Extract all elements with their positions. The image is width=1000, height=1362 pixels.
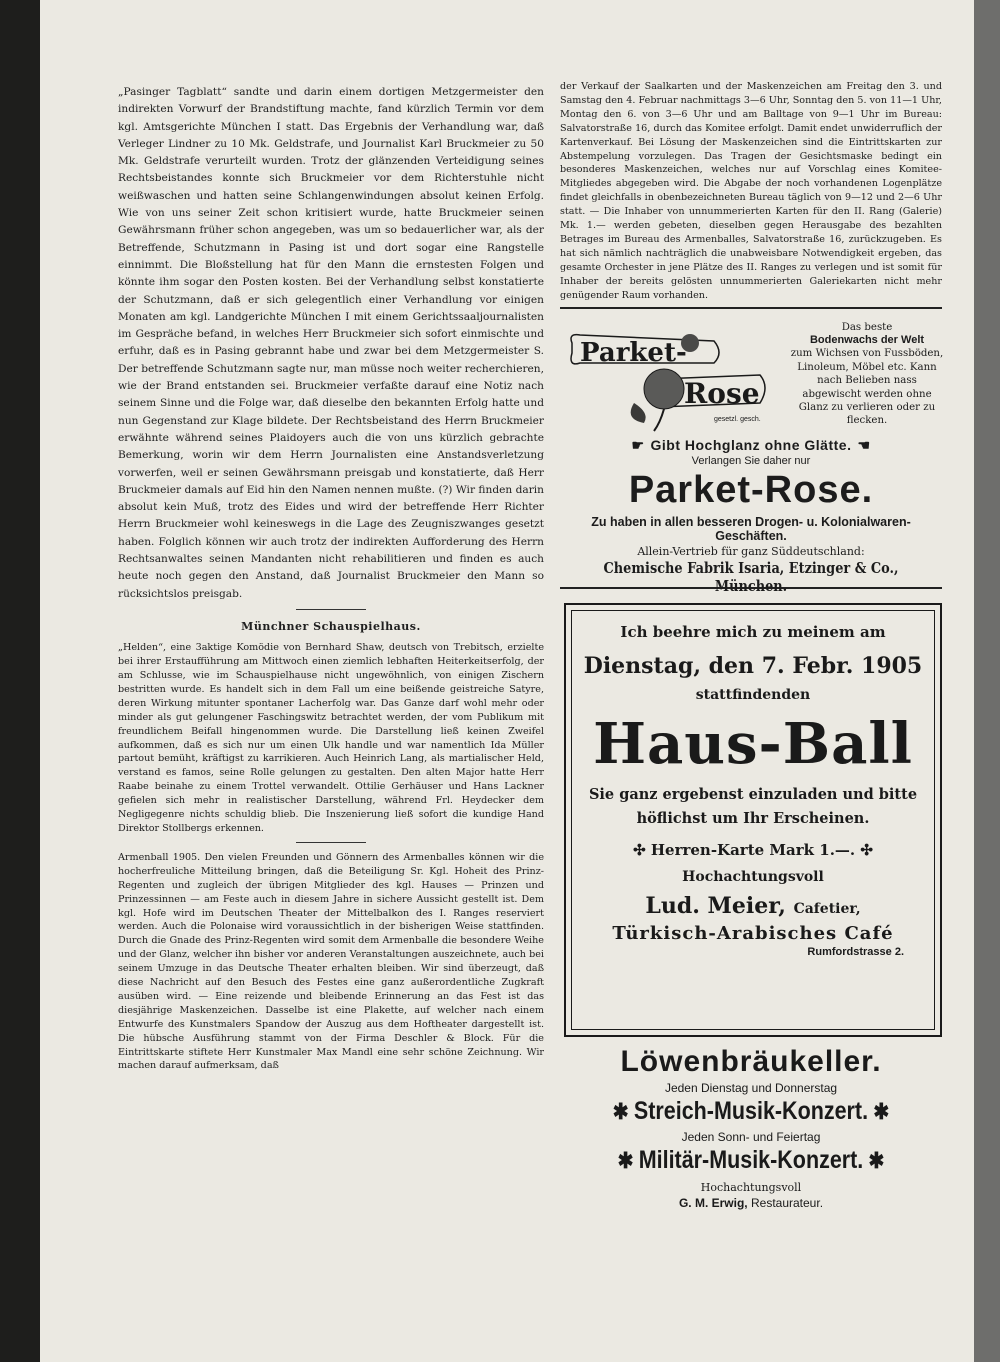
hausball-line1: Ich beehre mich zu meinem am bbox=[620, 622, 886, 641]
left-column bbox=[118, 84, 544, 1073]
separator bbox=[296, 842, 366, 843]
article-armenball: Armenball 1905. Den vielen Freunden und Gönnern des Armenballes können wir die hocherfreuliche Mitteilung bringen, daß die Beteiligung Sr. Kgl. Hoheit des Prinz-Regenten und zugleich der übrigen Mitglieder des kgl. Hauses — Prinzen und Prinzessinnen — am Feste auch in diesem Jahre in sichere Aussicht gestellt ist. Dem kgl. Hofe wird im Deutschen Theater der Mittelbalkon des I. Ranges reserviert werden. Auch die Polonaise wird voraussichtlich in der bisherigen Weise stattfinden. Durch die Gnade des Prinz-Regenten wird somit dem Armenballe die besondere Weihe und der Glanz, welcher ihn bisher vor anderen Veranstaltungen auszeichnete, auch bei seinem Umzuge in das Deutsche Theater erhalten bleiben. Wir sind überzeugt, daß diese Nachricht auf den Besuch des Festes eine ganz außerordentliche Zugkraft ausüben wird. — Eine reizende und bleibende Erinnerung an das Fest ist das diesjährige Maskenzeichen. Dasselbe ist eine Plakette, auf welcher nach einem Entwurfe des Kunstmalers Spandow der Auszug aus dem Hoftheater dargestellt ist. Die hübsche Ausführung stammt von der Firma Deschler & Block. Für die Eintrittskarte stiftete Herr Kunstmaler Max Mandl eine sehr schöne Zeichnung. Wir machen darauf aufmerksam, daß bbox=[118, 851, 544, 1072]
parket-big-title: Parket-Rose. bbox=[628, 468, 874, 511]
hausball-date: Dienstag, den 7. Febr. 1905 bbox=[583, 652, 923, 679]
parket-slogan-line bbox=[560, 437, 942, 454]
scan-left-border bbox=[0, 0, 40, 1362]
loewen-days1: Jeden Dienstag und Donnerstag bbox=[664, 1080, 838, 1095]
hausball-role: Cafetier, bbox=[793, 900, 861, 917]
pointing-hand-icon: ☚ bbox=[857, 436, 871, 453]
hausball-line3: stattfindenden bbox=[695, 686, 811, 703]
parket-allein-vertrieb: Allein-Vertrieb für ganz Süddeutschland: bbox=[637, 544, 865, 558]
loewen-signature bbox=[560, 1196, 942, 1210]
loewen-concert1: Streich-Musik-Konzert. bbox=[633, 1096, 869, 1125]
ad-parket-rose bbox=[560, 313, 944, 595]
logo-rose: Rose bbox=[684, 376, 760, 410]
loewen-title: Löwenbräukeller. bbox=[620, 1044, 882, 1078]
parket-slogan: Gibt Hochglanz ohne Glätte. bbox=[650, 436, 852, 453]
heading-schauspielhaus: Münchner Schauspielhaus. bbox=[241, 619, 421, 633]
hausball-name: Lud. Meier, bbox=[645, 892, 786, 919]
rule bbox=[560, 307, 942, 309]
logo-gesch: gesetzl. gesch. bbox=[714, 415, 761, 423]
ornament-icon: ✣ bbox=[855, 840, 873, 859]
scan-right-border bbox=[974, 0, 1000, 1362]
hausball-ticket-line bbox=[572, 841, 934, 859]
loewen-role: Restaurateur. bbox=[750, 1195, 824, 1210]
parket-zu-haben: Zu haben in allen besseren Drogen- u. Kolonialwaren-Geschäften. bbox=[591, 514, 911, 543]
parket-chemische-fabrik: Chemische Fabrik Isaria, Etzinger & Co., München. bbox=[603, 558, 899, 595]
hausball-ticket: Herren-Karte Mark 1.—. bbox=[650, 840, 856, 859]
loewen-concert2-line bbox=[587, 1146, 916, 1175]
hausball-invitation: Sie ganz ergebenst einzuladen und bitte höflichst um Ihr Erscheinen. bbox=[588, 785, 918, 827]
logo-parket: Parket- bbox=[580, 337, 687, 368]
rose-stem-icon bbox=[654, 409, 664, 431]
ad-haus-ball bbox=[564, 603, 942, 1037]
ornament-icon: ✣ bbox=[633, 840, 651, 859]
loewen-concert1-line bbox=[587, 1097, 916, 1126]
hausball-hochachtungsvoll: Hochachtungsvoll bbox=[682, 868, 824, 885]
hausball-address: Rumfordstrasse 2. bbox=[807, 945, 904, 958]
ad-loewenbraeukeller bbox=[560, 1045, 942, 1225]
side-bodenwachs: Bodenwachs der Welt bbox=[809, 333, 925, 346]
parket-rose-logo bbox=[564, 323, 774, 433]
right-column bbox=[560, 80, 942, 1225]
hausball-title: Haus-Ball bbox=[593, 710, 913, 777]
star-icon: ✱ bbox=[617, 1147, 639, 1173]
article-pasinger: „Pasinger Tagblatt“ sandte und darin einem dortigen Metzgermeister den indirekten Vorwurf der Brandstiftung machte, fand kürzlich Termin vor dem kgl. Amtsgerichte München I statt. Das Ergebnis der Verhandlung war, daß Verleger Lindner zu 10 Mk. Geldstrafe, und Journalist Karl Bruckmeier zu 50 Mk. Geldstrafe verurteilt wurden. Trotz der glänzenden Verteidigung seines Rechtsbeistandes konnte sich Bruckmeier vor dem Richterstuhle nicht weißwaschen und hatten seine Schlangenwindungen absolut keinen Erfolg. Wie von uns seiner Zeit schon kritisiert wurde, hatte Bruckmeier seinen Gewährsmann früher schon angegeben, was um so bedauerlicher war, als der Betreffende, Schutzmann in Pasing ist und dort sogar eine Rangstelle einnimmt. Die Bloßstellung hat für den Mann die ernstesten Folgen und könnte ihm sogar den Posten kosten. Bei der Verhandlung selbst konstatierte der Schutzmann, daß er sich gelegentlich einer Verhandlung vor einigen Monaten am kgl. Landgerichte München I mit einem Gerichtssaaljournalisten im Gespräche befand, in welches Herr Bruckmeier sich sofort einmischte und erfuhr, daß es in Pasing gebrannt habe und zwar bei dem Metzgermeister S. Der betreffende Schutzmann sagte nur, man müsse noch weiter recherchieren, wie der Brand entstanden sei. Bruckmeier verfaßte darauf eine Notiz nach seinem Sinne und die Folge war, daß dieselbe den bekannten Erfolg hatte und nun Gegenstand zur Klage bildete. Der Rechtsbeistand des Herrn Bruckmeier erwähnte während seines Plaidoyers auch die von uns kürzlich gebrachte Bemerkung, worin wir dem Herrn Journalisten eine Anstandsverletzung vorwerfen, weil er seinen Gewährsmann preisgab und konstatierte, daß Herr Bruckmeier damals auf Eid hin den Namen nennen mußte. (?) Wir finden darin absolut kein Muß, trotz des Eides und wird der betreffende Herr Richter Herrn Bruckmeier wohl keineswegs in die Lage des Zeugniszwanges gesetzt haben. Folglich können wir auch trotz der indirekten Aufforderung des Herrn Rechtsanwaltes seinen Mandanten nicht rehabilitieren und finden es auch heute noch gegen den Anstand, daß Journalist Bruckmeier den Mann so rücksichtslos preisgab. bbox=[118, 86, 544, 600]
parket-verlangen: Verlangen Sie daher nur bbox=[691, 454, 811, 467]
star-icon: ✱ bbox=[612, 1098, 634, 1124]
star-icon: ✱ bbox=[868, 1098, 890, 1124]
hausball-cafe: Türkisch-Arabisches Café bbox=[612, 922, 894, 944]
article-armenball-continued: der Verkauf der Saalkarten und der Maskenzeichen am Freitag den 3. und Samstag den 4. Februar nachmittags 3—6 Uhr, Sonntag den 5. von 11—1 Uhr, Montag den 6. von 3—6 Uhr und am Balltage von 9—1 Uhr im Bureau: Salvatorstraße 16, durch das Komitee erfolgt. Damit endet unwiderruflich der Kartenverkauf. Bei Lösung der Maskenzeichen sind die Eintrittskarten zur Abstempelung vorzulegen. Das Tragen der Gesichtsmaske bedingt ein besonderes Maskenzeichen, welches nur auf Vorschlag eines Komitee-Mitgliedes abgegeben wird. Die Abgabe der noch vorhandenen Logenplätze findet gleichfalls in obenbezeichneten Bureau täglich von 9—12 und 2—6 Uhr statt. — Die Inhaber von unnummerierten Karten für den II. Rang (Galerie) Mk. 1.— werden gebeten, dieselben gegen Herausgabe des bezahlten Betrages im Bureau des Armenballes, Salvatorstraße 16, zurückzugeben. Es hat sich nämlich nachträglich die unabweisbare Notwendigkeit ergeben, das gesamte Orchester in jene Plätze des II. Ranges zu verlegen und ist somit für Inhaber der bereits gelösten unnummerierten Galeriekarten nicht mehr genügender Raum vorhanden. bbox=[560, 81, 942, 301]
side-description: zum Wichsen von Fussböden, Linoleum, Möbel etc. Kann nach Belieben nass abgewischt werden ohne Glanz zu verlieren oder zu flecken. bbox=[790, 348, 944, 427]
haus-ball-inner-frame bbox=[571, 610, 935, 1030]
rose-flower-icon bbox=[644, 369, 684, 409]
rose-leaf-icon bbox=[631, 403, 646, 423]
separator bbox=[296, 609, 366, 610]
loewen-hochachtungsvoll: Hochachtungsvoll bbox=[700, 1180, 802, 1194]
parket-side-text bbox=[790, 321, 944, 428]
loewen-name: G. M. Erwig, bbox=[678, 1195, 748, 1210]
article-schauspielhaus: „Helden“, eine 3aktige Komödie von Bernhard Shaw, deutsch von Trebitsch, erzielte bei ihrer Erstaufführung am Mittwoch einen ziemlich lebhaften Heiterkeitserfolg, der am Schlusse, wie im Schauspielhause nicht ungewöhnlich, von einigen Zischern bestritten wurde. Es handelt sich in dem Fall um eine beißende geistreiche Satyre, deren Wirkung mitunter spontaner Lacherfolg war. Das Ganze darf wohl mehr oder minder als gut gelungener Faschingswitz betrachtet werden, der vom Publikum mit freundlichem Beifall hingenommen wurde. Die Darstellung ließ keinen Zweifel aufkommen, daß es sich nur um einen Ulk handle und war namentlich Ida Müller partout bemüht, kräftigst zu karrikieren. Auch Heinrich Lang, als martialischer Held, verstand es famos, seine Rolle gelungen zu gestalten. Den alten Major hatte Herr Raabe beinahe zu einem Trottel verwandelt. Ottilie Gerhäuser und Hans Lackner gefielen sich mehr in realistischer Darstellung, während Frl. Heydecker dem Negligegenre nichts schuldig blieb. Die Inszenierung ließ sofort die kundige Hand Direktor Stollbergs erkennen. bbox=[118, 642, 544, 834]
loewen-concert2: Militär-Musik-Konzert. bbox=[638, 1145, 864, 1174]
loewen-days2: Jeden Sonn- und Feiertag bbox=[681, 1129, 821, 1144]
star-icon: ✱ bbox=[863, 1147, 885, 1173]
pointing-hand-icon: ☛ bbox=[631, 436, 645, 453]
hausball-signature bbox=[572, 893, 934, 919]
side-das-beste: Das beste bbox=[841, 321, 893, 333]
